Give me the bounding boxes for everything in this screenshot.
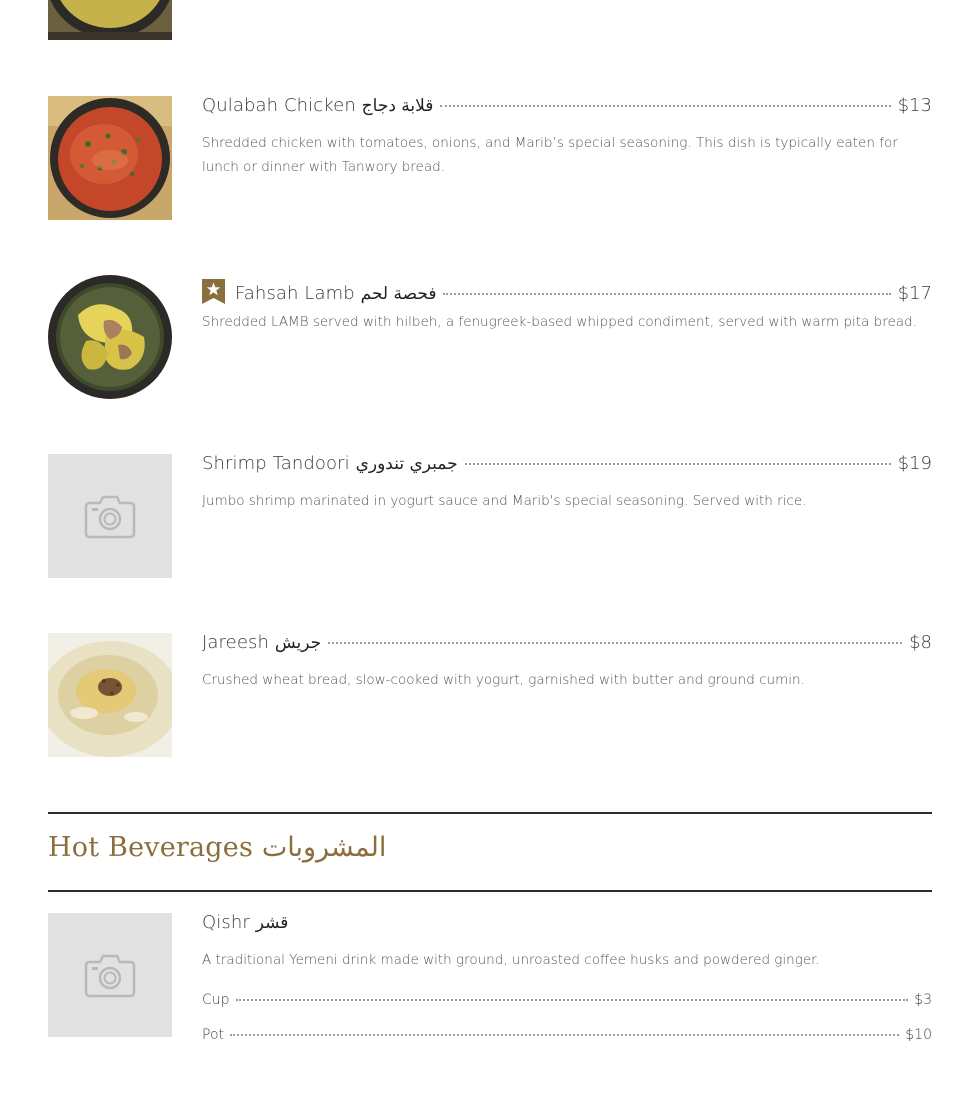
- menu-item-description: Jumbo shrimp marinated in yogurt sauce and Marib's special seasoning. Served with rice.: [202, 493, 807, 509]
- dot-leader: [443, 293, 890, 295]
- size-option-cup[interactable]: [202, 992, 932, 1008]
- menu-item-price: $13: [897, 95, 932, 116]
- section-divider-top: [48, 812, 932, 814]
- menu-item-price: $17: [897, 283, 932, 304]
- dot-leader: [465, 463, 891, 465]
- qishr-image-placeholder[interactable]: [48, 913, 172, 1037]
- menu-item-name: Qulabah Chicken قلابة دجاج: [202, 95, 434, 116]
- featured-star-icon: [202, 279, 225, 304]
- menu-item-description: A traditional Yemeni drink made with ground, unroasted coffee husks and powdered ginger.: [202, 952, 820, 968]
- menu-item-description: Crushed wheat bread, slow-cooked with yogurt, garnished with butter and ground cumin.: [202, 672, 805, 688]
- menu-item-shrimp-tandoori[interactable]: [202, 453, 932, 513]
- dish-photo-partial[interactable]: [48, 0, 172, 40]
- fahsah-lamb-photo[interactable]: [48, 275, 172, 399]
- size-label: Cup: [202, 992, 230, 1008]
- menu-item-name: Jareesh جريش: [202, 632, 322, 653]
- camera-icon: [84, 493, 136, 539]
- size-option-pot[interactable]: [202, 1027, 932, 1043]
- menu-item-description: Shredded LAMB served with hilbeh, a fenugreek-based whipped condiment, served with warm pita bread.: [202, 314, 917, 330]
- menu-item-name: Shrimp Tandoori جمبري تندوري: [202, 453, 458, 474]
- dot-leader: [236, 999, 909, 1001]
- shrimp-tandoori-image-placeholder[interactable]: [48, 454, 172, 578]
- menu-item-jareesh[interactable]: [202, 632, 932, 692]
- jareesh-photo[interactable]: [48, 633, 172, 757]
- dot-leader: [230, 1034, 899, 1036]
- menu-item-qulabah-chicken[interactable]: [202, 95, 932, 179]
- section-title: Hot Beverages المشروبات: [48, 832, 387, 863]
- dot-leader: [440, 105, 890, 107]
- menu-item-description: Shredded chicken with tomatoes, onions, and Marib’s special seasoning. This dish is typically eaten for lunch or dinner with Tanwory bread.: [202, 135, 898, 175]
- size-price: $3: [914, 992, 932, 1008]
- menu-item-price: $8: [909, 632, 932, 653]
- qulabah-chicken-photo[interactable]: [48, 96, 172, 220]
- section-divider-bottom: [48, 890, 932, 892]
- size-price: $10: [905, 1027, 932, 1043]
- menu-item-name: Fahsah Lamb فحصة لحم: [235, 283, 437, 304]
- menu-item-name: Qishr قشر: [202, 912, 289, 933]
- menu-item-qishr[interactable]: [202, 912, 932, 972]
- dot-leader: [328, 642, 902, 644]
- menu-item-price: $19: [897, 453, 932, 474]
- menu-item-fahsah-lamb[interactable]: [202, 274, 932, 334]
- size-label: Pot: [202, 1027, 224, 1043]
- camera-icon: [84, 952, 136, 998]
